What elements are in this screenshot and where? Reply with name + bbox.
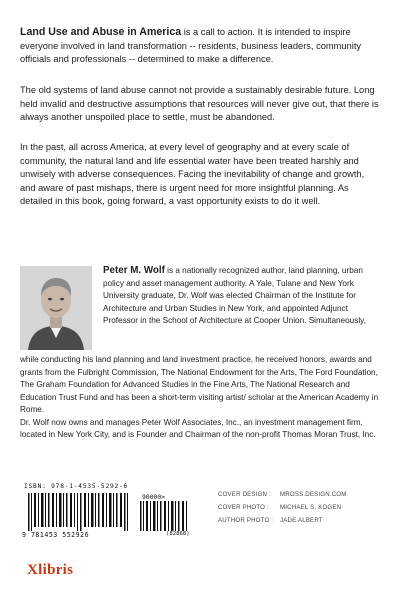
author-photo	[20, 266, 92, 350]
credit-cover-design	[218, 488, 347, 501]
credit-label: COVER DESIGN :	[218, 491, 271, 498]
intro-text: is a call to action. It is intended to inspire everyone involved in land transformation -- residents, business leaders, community officials and professionals -- determined to make a difference.	[20, 27, 362, 65]
credit-value: MICHAEL S. KOGEN	[280, 504, 342, 511]
paragraph-2: The old systems of land abuse cannot not provide a sustainably desirable future. Long held invalid and destructive assumptions that resources will never give out, that there is always another unspoiled place to settle, must be abandoned.	[20, 85, 379, 123]
barcode-digits: 9 781453 552926	[22, 531, 90, 539]
isbn-barcode	[18, 483, 196, 541]
credits-list	[218, 488, 347, 527]
credit-value: JADE ALBERT	[280, 517, 323, 524]
barcode-bars	[24, 493, 194, 531]
intro-paragraph	[20, 26, 380, 67]
author-name: Peter M. Wolf	[103, 265, 165, 276]
credit-author-photo	[218, 514, 347, 527]
credit-cover-photo	[218, 501, 347, 514]
credit-value: MROSS.DESIGN.COM	[280, 491, 347, 498]
barcode-sub-code: (82868)	[166, 531, 190, 537]
publisher-logo: Xlibris	[27, 562, 74, 578]
author-bio	[103, 265, 381, 328]
isbn-label: ISBN: 978-1-4535-5292-6	[24, 483, 129, 490]
book-title: Land Use and Abuse in America	[20, 26, 182, 38]
credit-label: AUTHOR PHOTO :	[218, 517, 274, 524]
author-portrait-image	[20, 266, 92, 350]
author-bio-top: is a nationally recognized author, land planning, urban policy and asset management authority. A Yale, Tulane and New York University graduate, Dr. Wolf was elected Chairman of the Institute for Architecture and Urban Studies in New York, and appointed Adjunct Professor in the School of Architecture at Cooper Union. Simultaneously,	[103, 266, 366, 326]
paragraph-3: In the past, all across America, at every level of geography and at every scale of community, the natural land and life essential water have been treated harshly and unwisely with adverse consequences. Facing the inevitability of change and growth, and aware of past mishaps, there is urgent need for more insightful planning. As detailed in this book, going forward, a vast opportunity exists to do it well.	[20, 142, 365, 207]
price-code: 90000>	[142, 493, 166, 501]
author-closing: Dr. Wolf now owns and manages Peter Wolf Associates, Inc., an investment management firm, located in New York City, and is Founder and Chairman of the non-profit Thomas Moran Trust, Inc.	[20, 418, 376, 440]
author-bio-continued: while conducting his land planning and land investment practice, he received honors, awards and grants from the Fulbright Commission, The National Endowment for the Arts, The Ford Foundation, The Graham Foundation for Advanced Studies in the Fine Arts, The National Research and Education Trust Fund and has been a short-term visiting artist/ scholar at the American Academy in Rome.	[20, 355, 379, 415]
credit-label: COVER PHOTO :	[218, 504, 269, 511]
